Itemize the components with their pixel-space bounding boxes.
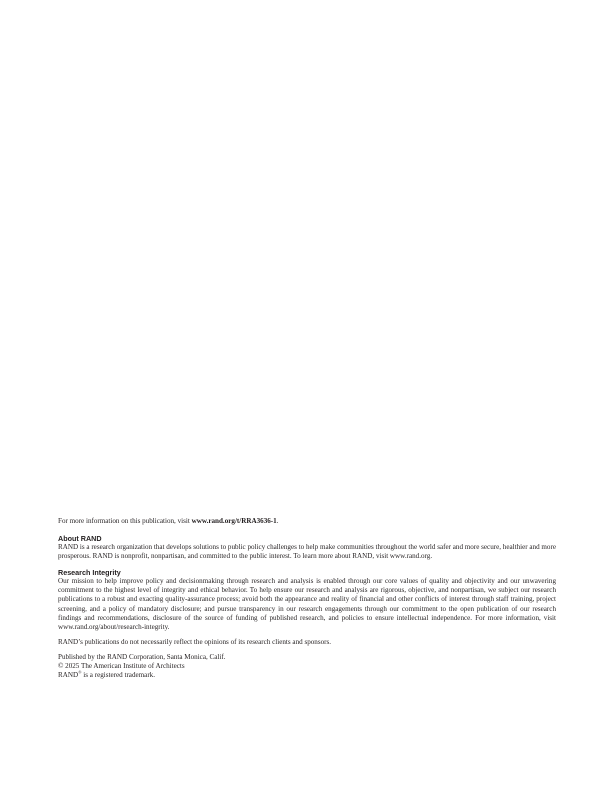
research-integrity-text: Our mission to help improve policy and decisionmaking through research and analysis is enabled through our core values of quality and objectivity and our unwavering commitment to the highest level of integrity and ethical behavior. To help ensure our research and analysis are rigorous, objective, and nonpartisan, we subject our research publications to a robust and exacting quality-assurance process; avoid both the appearance and reality of financial and other conflicts of interest through staff training, project screening, and a policy of mandatory disclosure; and pursue transparency in our research engagements through our commitment to the open publication of our research findings and recommendations, disclosure of the source of funding of published research, and policies to ensure intellectual independence. For more information, visit www.rand.org/about/research-integrity. (58, 577, 556, 631)
about-rand-heading: About RAND (58, 534, 102, 544)
copyright-page-content (58, 517, 556, 680)
publication-url-link[interactable]: www.rand.org/t/RRA3636-1 (191, 517, 277, 525)
trademark-text: is a registered trademark. (81, 671, 155, 680)
research-integrity-heading: Research Integrity (58, 568, 121, 578)
more-info-suffix: . (276, 517, 279, 525)
trademark-name: RAND (58, 671, 79, 680)
copyright-line: © 2025 The American Institute of Architects (58, 662, 185, 671)
registered-mark: ® (78, 669, 82, 675)
trademark-line (58, 671, 556, 680)
published-by-line: Published by the RAND Corporation, Santa Monica, Calif. (58, 652, 226, 661)
publisher-block (58, 653, 556, 680)
more-information-line (58, 517, 556, 526)
disclaimer-text: RAND’s publications do not necessarily reflect the opinions of its research clients and sponsors. (58, 637, 332, 646)
about-rand-text: RAND is a research organization that develops solutions to public policy challenges to help make communities throughout the world safer and more secure, healthier and more prosperous. RAND is nonprofit, nonpartisan, and committed to the public interest. To learn more about RAND, visit www.rand.org. (58, 543, 556, 561)
more-info-prefix: For more information on this publication, visit (58, 517, 192, 525)
